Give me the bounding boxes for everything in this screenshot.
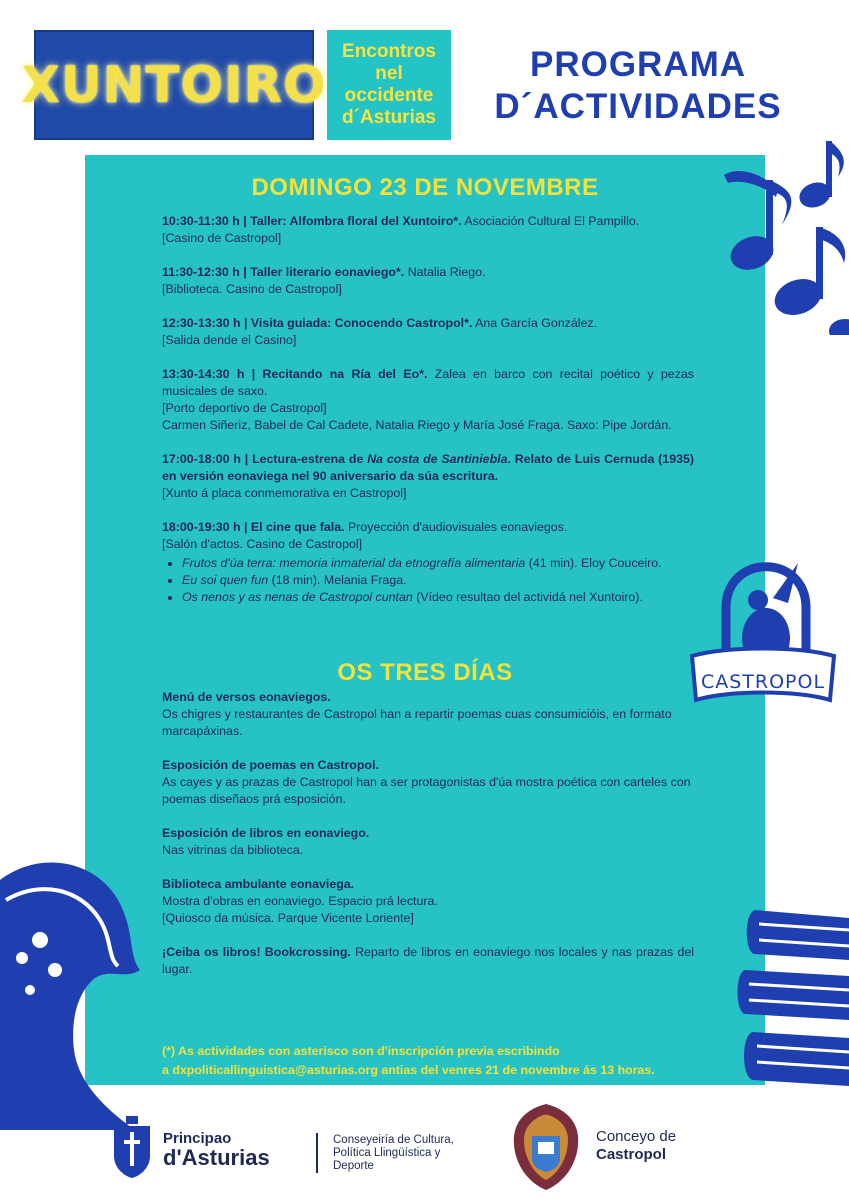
brand-title: XUNTOIRO [21,56,327,114]
conceyo-logo-text [596,1128,676,1164]
film-title: Frutos d'úa terra: memoria inmaterial da etnografía alimentaria [182,556,526,570]
activity-time: 12:30-13:30 h | [162,316,248,330]
film-item [182,572,694,589]
activity-item [162,213,694,230]
conceyo-line1: Conceyo de [596,1128,677,1145]
tres-dias-item-text: Mostra d'obras en eonaviego. Espacio prá lectura. [162,894,438,908]
castropol-banner-text: CASTROPOL [700,671,826,693]
activity-item [162,519,694,536]
activity-title: Visita guiada: Conocendo Castropol*. [250,316,473,330]
tres-dias-item-text: Os chigres y restaurantes de Castropol han a repartir poemas cuas consumicióis, en formato marcapáxinas. [162,707,672,738]
film-detail: (41 min). Eloy Couceiro. [528,556,662,570]
encontros-line: nel [375,63,403,84]
xuntoiro-logo [21,30,327,140]
programa-title [468,44,808,128]
music-notes-icon [720,135,849,335]
encontros-box [327,30,451,140]
activity-title-rest: . Relato de Luis Cernuda (1935) en versión eonaviega nel 90 aniversario da súa escritura. [162,452,694,483]
activity-time: 13:30-14:30 h | [162,367,256,381]
conseyeria-line: Política Llingüística y [333,1147,441,1159]
activity-place: [Porto deportivo de Castropol] [162,401,327,415]
principado-logo-text [163,1130,270,1169]
activity-time: 17:00-18:00 h | [162,452,249,466]
activity-desc: Ana García González. [475,316,598,330]
wave-icon [0,840,150,1130]
tres-dias-item-text: As cayes y as prazas de Castropol han a ser protagonistas d'úa mostra poética con carteles con poemas diseñaos prá esposición. [162,775,691,806]
film-detail: (Vídeo resultao del actividá nel Xuntoiro). [416,590,643,604]
tres-dias-item-text: Nas vitrinas da biblioteca. [162,843,304,857]
conceyo-line2: Castropol [596,1146,667,1163]
encontros-line: Encontros [342,41,436,62]
castropol-coat-of-arms-icon [510,1102,582,1192]
activity-title: Recitando na Ría del Eo*. [262,367,428,381]
encontros-line: d´Asturias [342,107,436,128]
tres-dias-item-title: Biblioteca ambulante eonaviega. [162,877,355,891]
film-title: Os nenos y as nenas de Castropol cuntan [182,590,413,604]
domingo-title: DOMINGO 23 DE NOVEMBRE [251,174,599,201]
footnote-line: a dxpoliticallinguistica@asturias.org antias del venres 21 de novembre ás 13 horas. [162,1063,655,1077]
activity-time: 10:30-11:30 h | [162,214,247,228]
tres-dias-item-title: Esposición de libros en eonaviego. [162,826,370,840]
activity-desc: Zalea en barco con recital poético y pezas musicales de saxo. [162,367,694,398]
activity-item [162,451,694,485]
activity-place: [Biblioteca. Casino de Castropol] [162,282,342,296]
tres-dias-item-title: Esposición de poemas en Castropol. [162,758,379,772]
activity-title: Lectura-estrena de [252,452,364,466]
film-item [182,589,694,606]
activity-place: [Xunto á placa conmemorativa en Castropol] [162,486,407,500]
principado-shield-icon [112,1116,152,1178]
tres-dias-item-text: Reparto de libros en eonaviego nos locales y nas prazas del lugar. [162,945,694,976]
footer-divider [316,1133,318,1173]
conseyeria-line: Deporte [333,1160,374,1172]
activity-item [162,315,694,332]
activity-desc: Proyección d'audiovisuales eonaviegos. [348,520,568,534]
tres-dias-list [162,689,694,978]
activity-time: 18:00-19:30 h | [162,520,248,534]
activity-item [162,366,694,400]
programa-line: D´ACTIVIDADES [494,87,782,126]
footnote [162,1042,722,1080]
activity-title: El cine que fala. [250,520,345,534]
activity-title: Taller: Alfombra floral del Xuntoiro*. [250,214,462,228]
books-icon [735,910,849,1110]
activity-title: Taller literario eonaviego*. [250,265,405,279]
activity-place: [Salida dende el Casino] [162,333,297,347]
activity-item [162,264,694,281]
activity-time: 11:30-12:30 h | [162,265,247,279]
principado-line1: Principao [163,1130,232,1147]
programa-line: PROGRAMA [529,45,747,84]
principado-line2: d'Asturias [163,1145,270,1170]
activity-place: [Casino de Castropol] [162,231,282,245]
tres-dias-item [162,944,694,978]
activity-title-italic: Na costa de Santiniebla [367,452,508,466]
film-list [162,555,694,606]
encontros-line: occidente [344,85,434,106]
activity-list [162,213,694,606]
tres-dias-item-title: Menú de versos eonaviegos. [162,690,331,704]
film-item [182,555,694,572]
activity-place: [Salón d'actos. Casino de Castropol] [162,537,363,551]
tres-dias-item-title: ¡Ceiba os libros! Bookcrossing. [162,945,351,959]
conseyeria-line: Conseyeiría de Cultura, [333,1134,454,1146]
activity-desc: Natalia Riego. [407,265,486,279]
activity-extra: Carmen Siñeriz, Babel de Cal Cadete, Natalia Riego y María José Fraga. Saxo: Pipe Jordán. [162,418,672,432]
tres-dias-item-text: [Quiosco da música. Parque Vicente Loriente] [162,911,414,925]
film-detail: (18 min). Melania Fraga. [271,573,407,587]
activity-desc: Asociación Cultural El Pampillo. [464,214,640,228]
film-title: Eu soi quen fun [182,573,269,587]
footnote-line: (*) As actividades con asterisco son d'inscripción previa escribindo [162,1044,560,1058]
tres-dias-title: OS TRES DÍAS [337,659,513,686]
conseyeria-text [333,1134,454,1173]
